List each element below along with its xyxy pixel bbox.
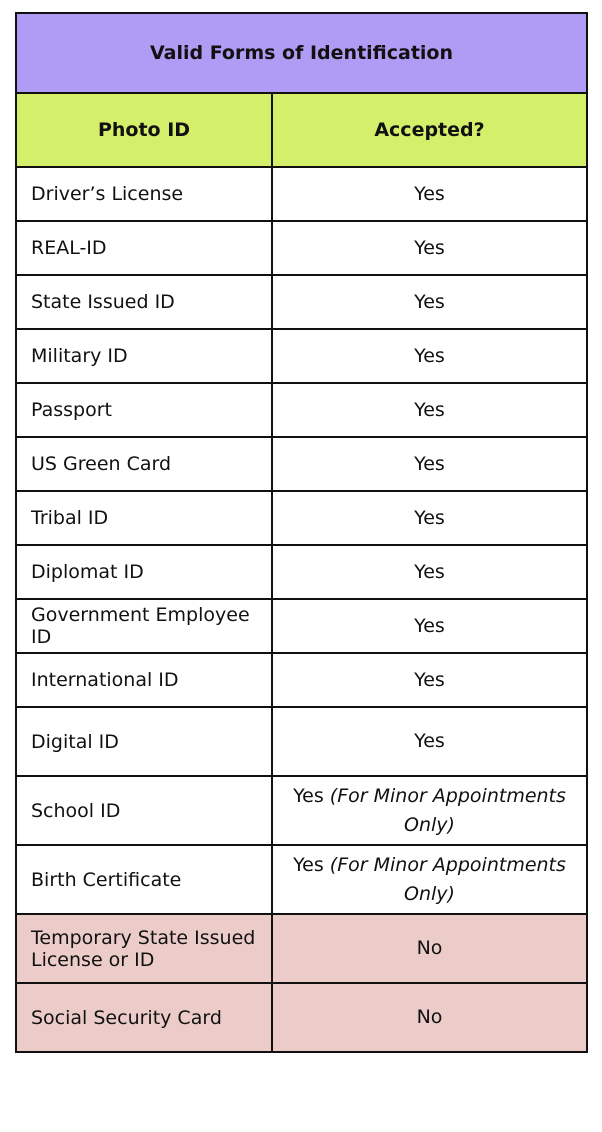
table-row <box>16 437 587 491</box>
table-row <box>16 653 587 707</box>
id-type-cell: State Issued ID <box>16 275 272 329</box>
id-type-cell: Temporary State Issued License or ID <box>16 914 272 983</box>
id-type-cell: REAL-ID <box>16 221 272 275</box>
id-type-cell: International ID <box>16 653 272 707</box>
table-row <box>16 383 587 437</box>
id-type-cell: Social Security Card <box>16 983 272 1052</box>
header-row <box>16 93 587 167</box>
id-table <box>15 12 588 1053</box>
title-row <box>16 13 587 93</box>
id-type-cell: Tribal ID <box>16 491 272 545</box>
accepted-cell: Yes <box>272 599 587 653</box>
accepted-cell: Yes <box>272 545 587 599</box>
table-title: Valid Forms of Identification <box>16 13 587 93</box>
id-type-cell: Driver’s License <box>16 167 272 221</box>
accepted-cell: Yes <box>272 491 587 545</box>
table-row <box>16 275 587 329</box>
accepted-cell: Yes <box>272 437 587 491</box>
id-type-cell: US Green Card <box>16 437 272 491</box>
minor-note: (For Minor Appointments Only) <box>329 784 566 836</box>
id-type-cell: Birth Certificate <box>16 845 272 914</box>
table-row <box>16 329 587 383</box>
accepted-cell: No <box>272 983 587 1052</box>
table-row <box>16 491 587 545</box>
accepted-cell: Yes <box>272 653 587 707</box>
minor-note: (For Minor Appointments Only) <box>329 853 566 905</box>
table-row <box>16 167 587 221</box>
accepted-cell: Yes <box>272 383 587 437</box>
accepted-cell <box>272 845 587 914</box>
accepted-cell: Yes <box>272 167 587 221</box>
accepted-value: Yes <box>293 853 324 876</box>
table-row-rejected <box>16 983 587 1052</box>
accepted-cell: Yes <box>272 329 587 383</box>
table-row <box>16 707 587 776</box>
header-photo-id: Photo ID <box>16 93 272 167</box>
accepted-cell: Yes <box>272 275 587 329</box>
table-row <box>16 776 587 845</box>
id-type-cell: Digital ID <box>16 707 272 776</box>
accepted-cell <box>272 776 587 845</box>
id-type-cell: Diplomat ID <box>16 545 272 599</box>
table-row <box>16 221 587 275</box>
table-row-rejected <box>16 914 587 983</box>
header-accepted: Accepted? <box>272 93 587 167</box>
accepted-value: Yes <box>293 784 324 807</box>
id-type-cell: School ID <box>16 776 272 845</box>
id-type-cell: Passport <box>16 383 272 437</box>
id-type-cell: Government Employee ID <box>16 599 272 653</box>
accepted-cell: Yes <box>272 221 587 275</box>
table-row <box>16 599 587 653</box>
table-row <box>16 845 587 914</box>
accepted-cell: Yes <box>272 707 587 776</box>
table-row <box>16 545 587 599</box>
id-type-cell: Military ID <box>16 329 272 383</box>
accepted-cell: No <box>272 914 587 983</box>
